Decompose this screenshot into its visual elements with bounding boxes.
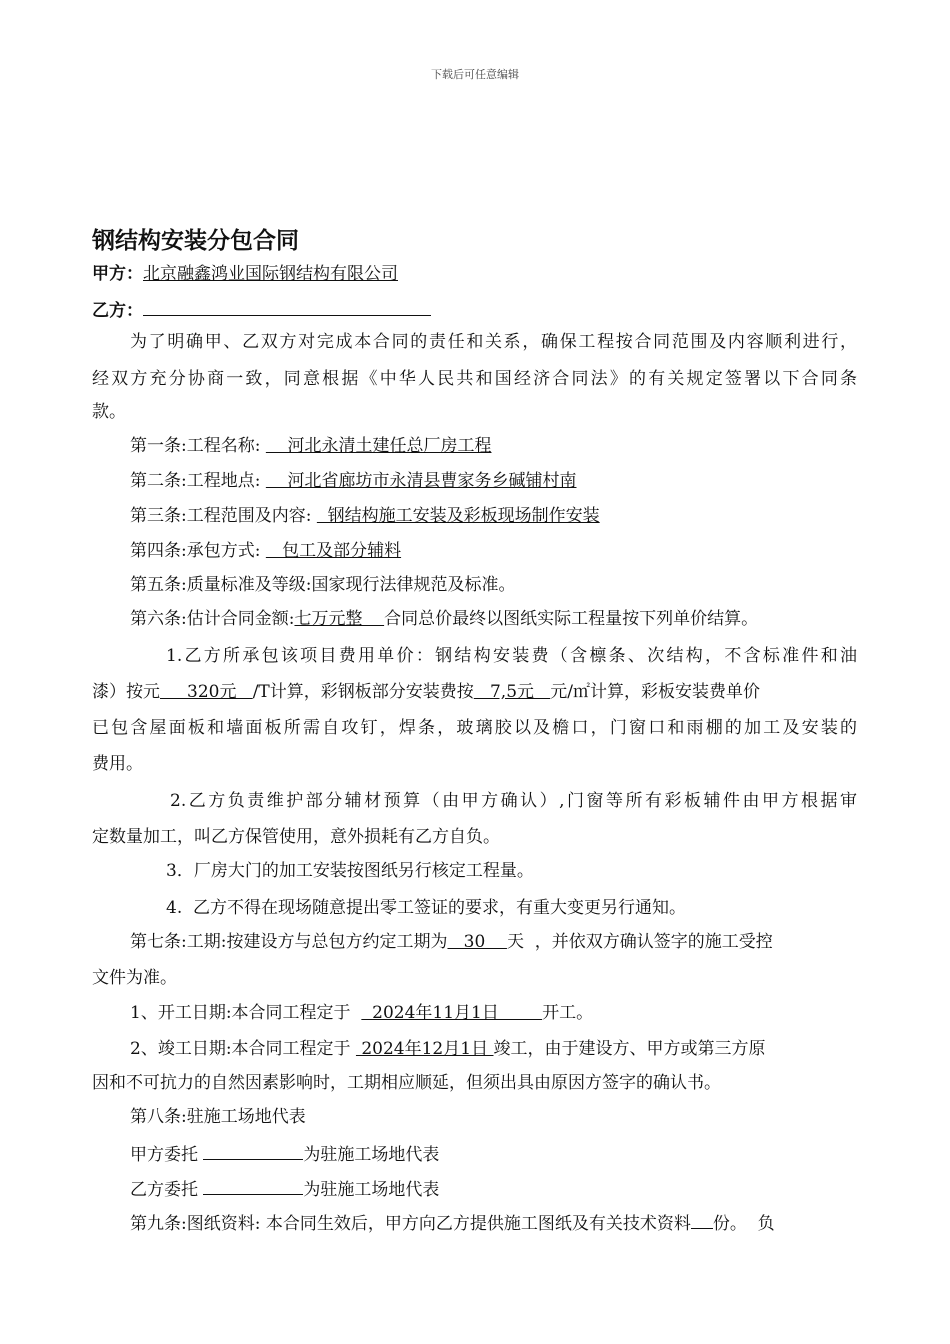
intro-line-1: 为了明确甲、乙双方对完成本合同的责任和关系，确保工程按合同范围及内容顺利进行，: [130, 332, 857, 352]
item-3: 3．厂房大门的加工安装按图纸另行核定工程量。: [166, 861, 534, 881]
item-4: 4. 乙方不得在现场随意提出零工签证的要求，有重大变更另行通知。: [166, 898, 687, 918]
article-8: 第八条:驻施工场地代表: [130, 1107, 306, 1127]
article-6-label: 第六条:估计合同金额:: [130, 609, 295, 629]
article-6-rest: 合同总价最终以图纸实际工程量按下列单价结算。: [384, 609, 759, 629]
item-2-line-2: 定数量加工，叫乙方保管使用，意外损耗有乙方自负。: [92, 827, 500, 847]
article-9-text-a: 第九条:图纸资料: 本合同生效后，甲方向乙方提供施工图纸及有关技术资料: [130, 1214, 691, 1234]
contract-amount: 七万元整: [294, 609, 385, 629]
item-1-text-c: 元/㎡计算，彩板安装费单价: [550, 682, 760, 702]
article-9: [130, 1210, 775, 1236]
article-3: [130, 504, 600, 528]
article-4: [130, 539, 401, 563]
party-b-line: [92, 297, 431, 323]
article-6: [130, 607, 758, 631]
contract-method: 包工及部分辅料: [265, 541, 402, 561]
end-date: 2024年12月1日: [355, 1039, 494, 1059]
article-3-label: 第三条:工程范围及内容:: [130, 506, 317, 526]
start-date-label: 1、开工日期:本合同工程定于: [130, 1003, 362, 1023]
party-b-rep-blank: [203, 1176, 303, 1195]
project-name: 河北永清土建任总厂房工程: [265, 436, 492, 456]
end-date-line: [130, 1037, 765, 1061]
article-5: 第五条:质量标准及等级:国家现行法律规范及标准。: [130, 575, 516, 595]
project-location: 河北省廊坊市永清县曹家务乡碱铺村南: [265, 471, 577, 491]
intro-line-2: 经双方充分协商一致，同意根据《中华人民共和国经济合同法》的有关规定签署以下合同条: [92, 369, 857, 389]
end-date-label: 2、竣工日期:本合同工程定于: [130, 1039, 356, 1059]
copies-blank: [691, 1210, 713, 1229]
article-7-line-1: [130, 930, 773, 954]
party-a-rep-label: 甲方委托: [130, 1145, 204, 1165]
article-4-label: 第四条:承包方式:: [130, 541, 266, 561]
party-a-rep-suffix: 为驻施工场地代表: [303, 1145, 440, 1165]
steel-install-price: 320元: [160, 682, 253, 702]
construction-days: 30: [447, 932, 507, 952]
party-b-label: 乙方：: [92, 301, 143, 321]
item-1-line-4: 费用。: [92, 754, 143, 774]
item-1-line-1: 1.乙方所承包该项目费用单价：钢结构安装费（含檩条、次结构，不含标准件和油: [166, 646, 857, 666]
party-a-name: 北京融鑫鸿业国际钢结构有限公司: [143, 264, 398, 284]
start-date: 2024年11月1日: [361, 1003, 543, 1023]
end-date-line-2: 因和不可抗力的自然因素影响时，工期相应顺延，但须出具由原因方签字的确认书。: [92, 1073, 721, 1093]
article-1-label: 第一条:工程名称:: [130, 436, 266, 456]
item-2-line-1: 2.乙方负责维护部分辅材预算（由甲方确认）,门窗等所有彩板辅件由甲方根据审: [170, 791, 857, 811]
party-b-rep-line: [130, 1176, 439, 1202]
item-1-line-2: [92, 680, 760, 704]
project-scope: 钢结构施工安装及彩板现场制作安装: [316, 506, 600, 526]
article-7-line-2: 文件为准。: [92, 968, 177, 988]
item-1-text-b: /T计算，彩钢板部分安装费按: [252, 682, 474, 702]
article-7-text-a: 第七条:工期:按建设方与总包方约定工期为: [130, 932, 448, 952]
item-1-text-a: 漆）按元: [92, 682, 160, 702]
start-date-line: [130, 1001, 593, 1025]
contract-title: 钢结构安装分包合同: [92, 228, 299, 254]
article-2: [130, 469, 576, 493]
start-date-suffix: 开工。: [542, 1003, 594, 1023]
party-a-rep-line: [130, 1141, 439, 1167]
panel-install-price: 7,5元: [473, 682, 551, 702]
article-7-text-b: 天 ，并依双方确认签字的施工受控: [506, 932, 773, 952]
party-a-rep-blank: [203, 1141, 303, 1160]
party-b-rep-suffix: 为驻施工场地代表: [303, 1180, 440, 1200]
party-b-rep-label: 乙方委托: [130, 1180, 204, 1200]
article-1: [130, 434, 491, 458]
party-a-label: 甲方：: [92, 264, 143, 284]
item-1-line-3: 已包含屋面板和墙面板所需自攻钉，焊条，玻璃胶以及檐口，门窗口和雨棚的加工及安装的: [92, 718, 857, 738]
article-2-label: 第二条:工程地点:: [130, 471, 266, 491]
end-date-suffix: 竣工，由于建设方、甲方或第三方原: [493, 1039, 766, 1059]
party-a-line: [92, 262, 398, 286]
article-9-text-b: 份。 负: [712, 1214, 775, 1234]
page-header-note: 下载后可任意编辑: [431, 68, 519, 81]
party-b-blank: [143, 297, 431, 316]
intro-line-3: 款。: [92, 402, 126, 422]
